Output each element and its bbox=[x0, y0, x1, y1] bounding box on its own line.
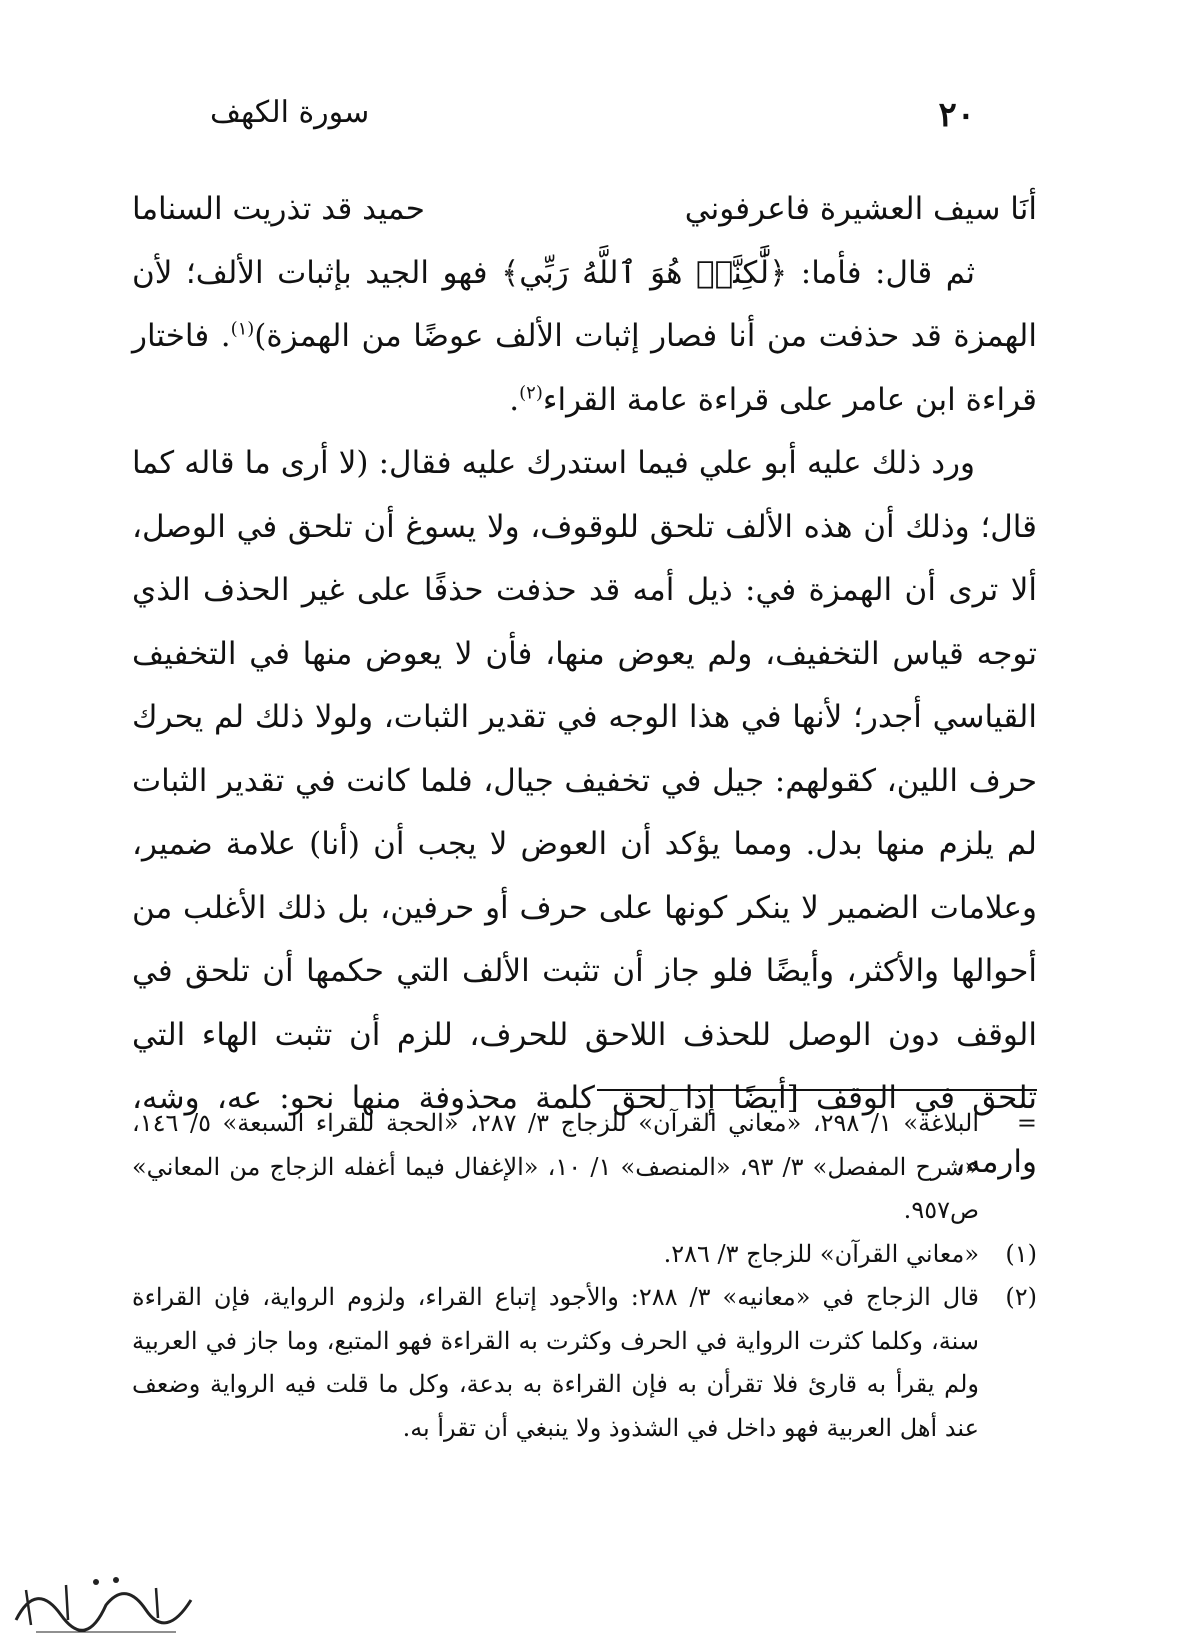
footnote-mark: = bbox=[1016, 1109, 1037, 1137]
footnote-continued bbox=[132, 1102, 1037, 1233]
footnote-text: البلاغة» ١/ ٢٩٨، «معاني القرآن» للزجاج ٣/ ٢٨٧، «الحجة للقراء السبعة» ٥/ ١٤٦، «شرح المفصل» ٣/ ٩٣، «المنصف» ١/ ١٠، «الإغفال فيما أغفله الزجاج من المعاني» ص٩٥٧. bbox=[132, 1109, 980, 1224]
footnotes bbox=[132, 1102, 1037, 1450]
footnote-mark: (٢) bbox=[1005, 1283, 1037, 1311]
verse-first-hemistich: أنَا سيف العشيرة فاعرفوني bbox=[684, 191, 1037, 227]
calligraphy-watermark-logo bbox=[6, 1560, 206, 1640]
footnote-2 bbox=[132, 1276, 1037, 1450]
footnote-ref-2[interactable]: (٢) bbox=[519, 382, 543, 404]
paragraph-1-part-b: . فاختار قراءة ابن عامر على قراءة عامة القراء bbox=[132, 318, 1037, 418]
paragraph-1-part-a: ثم قال: فأما: ﴿لَّٰكِنَّا۠ هُوَ ٱللَّهُ رَبِّي﴾ فهو الجيد بإثبات الألف؛ لأن الهمزة قد حذفت من أنا فصار إثبات الألف عوضًا من الهمزة) bbox=[132, 254, 1037, 354]
paragraph-2: ورد ذلك عليه أبو علي فيما استدرك عليه فقال: (لا أرى ما قاله كما قال؛ وذلك أن هذه الألف تلحق للوقوف، ولا يسوغ أن تلحق في الوصل، ألا ترى أن الهمزة في: ذيل أمه قد حذفت حذفًا على غير الحذف الذي توجه قياس التخفيف، ولم يعوض منها، فأن لا يعوض منها في التخفيف القياسي أجدر؛ لأنها في هذا الوجه في تقدير الثبات، ولولا ذلك لم يحرك حرف اللين، كقولهم: جيل في تخفيف جيال، فلما كانت في تقدير الثبات لم يلزم منها بدل. ومما يؤكد أن العوض لا يجب أن (أنا) علامة ضمير، وعلامات الضمير لا ينكر كونها على حرف أو حرفين، بل ذلك الأغلب من أحوالها والأكثر، وأيضًا فلو جاز أن تثبت الألف التي حكمها أن تلحق في الوقف دون الوصل للحذف اللاحق للحرف، للزم أن تثبت الهاء التي تلحق في الوقف [أيضًا إذا لحق كلمة محذوفة منها نحو: عه، وشه، وارمه، bbox=[132, 445, 1037, 1180]
footnote-text: قال الزجاج في «معانيه» ٣/ ٢٨٨: والأجود إتباع القراء، ولزوم الرواية، فإن القراءة سنة، وكلما كثرت الرواية في الحرف وكثرت به القراءة فهو المتبع، وما جاز في العربية ولم يقرأ به قارئ فلا تقرأن به فإن القراءة به بدعة، وكل ما قلت فيه الرواية وضعف عند أهل العربية فهو داخل في الشذوذ ولا ينبغي أن تقرأ به. bbox=[132, 1283, 980, 1442]
running-title: سورة الكهف bbox=[210, 95, 370, 130]
paragraph-1 bbox=[132, 242, 1037, 433]
main-text bbox=[132, 178, 1037, 1194]
poetry-verse bbox=[132, 178, 1037, 242]
page-header bbox=[210, 95, 975, 145]
footnote-ref-1[interactable]: (١) bbox=[230, 318, 255, 340]
page-number: ٢٠ bbox=[938, 95, 975, 135]
paragraph-1-part-c: . bbox=[509, 381, 520, 418]
footnote-text: «معاني القرآن» للزجاج ٣/ ٢٨٦. bbox=[663, 1239, 979, 1268]
footnote-mark: (١) bbox=[1005, 1239, 1037, 1268]
verse-second-hemistich: حميد قد تذريت السناما bbox=[132, 191, 425, 227]
footnote-1 bbox=[132, 1233, 1037, 1277]
footnote-separator bbox=[597, 1089, 1037, 1091]
